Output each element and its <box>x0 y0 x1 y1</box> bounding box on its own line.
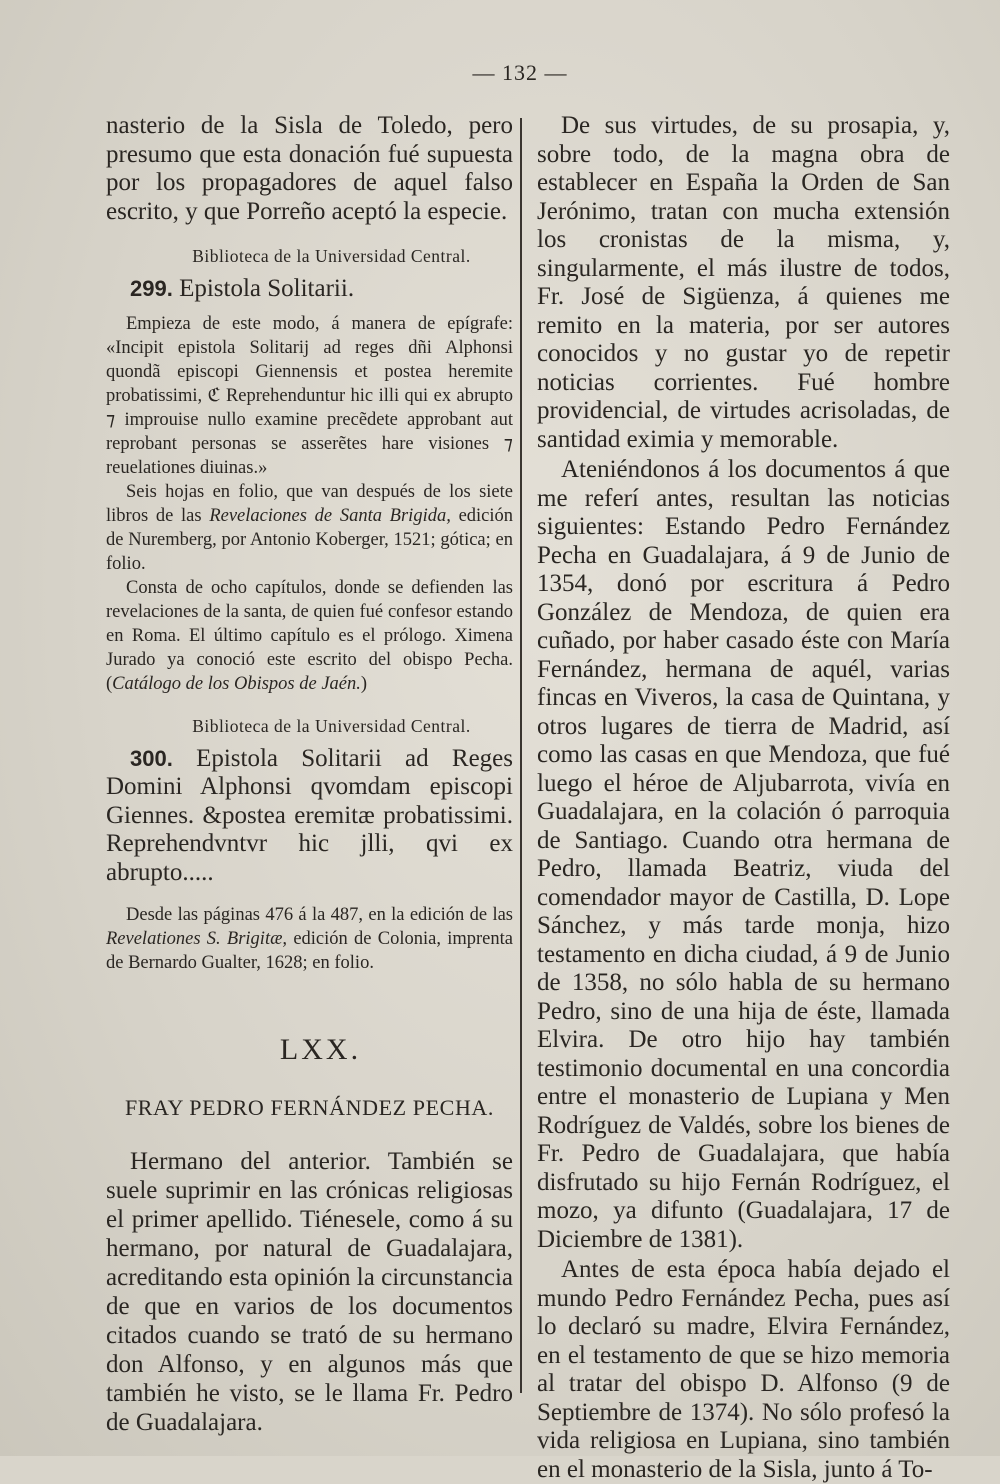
library-reference-299: Biblioteca de la Universidad Central. <box>192 246 471 266</box>
entry-title-300: Epistola Solitarii ad Reges Domini Alphonsi qvomdam episcopi Giennes. &postea eremitæ probatissimi. Reprehendvntvr hic jlli, qvi ex abrupto..... <box>106 744 513 886</box>
entry-title-299: Epistola Solitarii. <box>179 275 355 302</box>
intro-paragraph: nasterio de la Sisla de Toledo, pero presumo que esta donación fué supuesta por los propagadores de aquel falso escrito, y que Porreño aceptó la especie. <box>106 112 513 225</box>
entry-299-contents <box>106 576 513 696</box>
entry-300-edition <box>106 903 513 975</box>
entry-299-contents-source: Catálogo de los Obispos de Jaén. <box>112 673 361 694</box>
entry-299-contents-text-a: Consta de ocho capítulos, donde se defienden las revelaciones de la santa, de quien fué confesor estando en Roma. El último capítulo es el prólogo. Ximena Jurado ya conoció este escrito del obispo Pecha. ( <box>106 577 513 694</box>
entry-299-edition-work-title: Revelaciones de Santa Brigida, <box>209 505 451 526</box>
entry-299-incipit: Empieza de este modo, á manera de epígrafe: «Incipit epistola Solitarij ad reges dñi Alphonsi quondã episcopi Giennensis et postea heremite probatissimi, ℭ Reprehenduntur hic illi qui ex abrupto ⁊ improuise nullo examine precẽdete approbant aut reprobant personas se asserẽtes hare visiones ⁊ reuelationes diuinas.» <box>106 313 513 478</box>
entry-300-edition-text-b: edición de Colonia, imprenta de Bernardo Gualter, 1628; en folio. <box>106 929 513 973</box>
right-paragraph-2: Ateniéndonos á los documentos á que me referí antes, resultan las noticias siguientes: Estando Pedro Fernández Pecha en Guadalajara, á 9 de Junio de 1354, donó por escritura á Pedro González de Mendoza, de quien era cuñado, por haber casado éste con María Fernández, hermana de aquél, varias fincas en Viveros, la casa de Quintana, y otros lugares de tierra de Madrid, así como las casas en que Mendoza, que fué luego el héroe de Aljubarrota, vivía en Guadalajara, en la colación ó parroquia de Santiago. Cuando otra hermana de Pedro, llamada Beatriz, viuda del comendador mayor de Castilla, D. Lope Sánchez, y más tarde monja, hizo testamento en dicha ciudad, á 9 de Junio de 1358, no sólo habla de su hermano Pedro, sino de una hija de éste, llamada Elvira. De otro hijo hay también testimonio documental en una concordia entre el monasterio de Lupiana y Men Rodríguez de Valdés, sobre los bienes de Fr. Pedro de Guadalajara, que había disfrutado su hijo Fernán Rodríguez, el mozo, ya difunto (Guadalajara, 17 de Diciembre de 1381). <box>537 456 950 1253</box>
left-column <box>106 112 513 1437</box>
entry-300-edition-work-title: Revelationes S. Brigitæ, <box>106 929 288 949</box>
right-column <box>537 112 950 1484</box>
entry-number-299: 299. <box>130 276 173 301</box>
entry-299 <box>106 275 513 304</box>
chapter-numeral: LXX. <box>279 1033 362 1066</box>
library-reference-300: Biblioteca de la Universidad Central. <box>192 715 471 736</box>
right-paragraph-1: De sus virtudes, de su prosapia, y, sobre todo, de la magna obra de establecer en España la Orden de San Jerónimo, tratan con mucha extensión los cronistas de la misma, y, singularmente, el más ilustre de todos, Fr. José de Sigüenza, á quienes me remito en la materia, por ser autores conocidos y no gustar yo de repetir noticias corrientes. Fué hombre providencial, de virtudes acrisoladas, de santidad eximia y memorable. <box>537 112 950 453</box>
column-divider <box>520 118 522 1393</box>
entry-300-edition-text-a: Desde las páginas 476 á la 487, en la edición de las <box>126 905 513 925</box>
right-paragraph-3: Antes de esta época había dejado el mundo Pedro Fernández Pecha, pues así lo declaró su madre, Elvira Fernández, en el testamento de que se hizo memoria al tratar del obispo D. Alfonso (9 de Septiembre de 1374). No sólo profesó la vida religiosa en Lupiana, sino también en el monasterio de la Sisla, junto á To- <box>537 1256 950 1483</box>
chapter-title: FRAY PEDRO FERNÁNDEZ PECHA. <box>124 1095 495 1120</box>
page-number: — 132 — <box>472 60 568 85</box>
entry-300 <box>106 745 513 888</box>
entry-299-edition-text-a: Seis hojas en folio, que van después de los siete libros de las <box>106 481 513 526</box>
entry-299-contents-text-b: ) <box>360 673 368 694</box>
entry-299-edition <box>106 480 513 576</box>
entry-299-edition-text-b: edición de Nuremberg, por Antonio Koberger, 1521; gótica; en folio. <box>106 505 514 574</box>
entry-number-300: 300. <box>130 745 173 771</box>
chapter-paragraph: Hermano del anterior. También se suele suprimir en las crónicas religiosas el primer apellido. Tiénesele, como á su hermano, por natural de Guadalajara, acreditando esta opinión la circunstancia de que en varios de los documentos citados cuando se trató de su hermano don Alfonso, y en algunos más que también he visto, se le llama Fr. Pedro de Guadalajara. <box>106 1148 513 1436</box>
